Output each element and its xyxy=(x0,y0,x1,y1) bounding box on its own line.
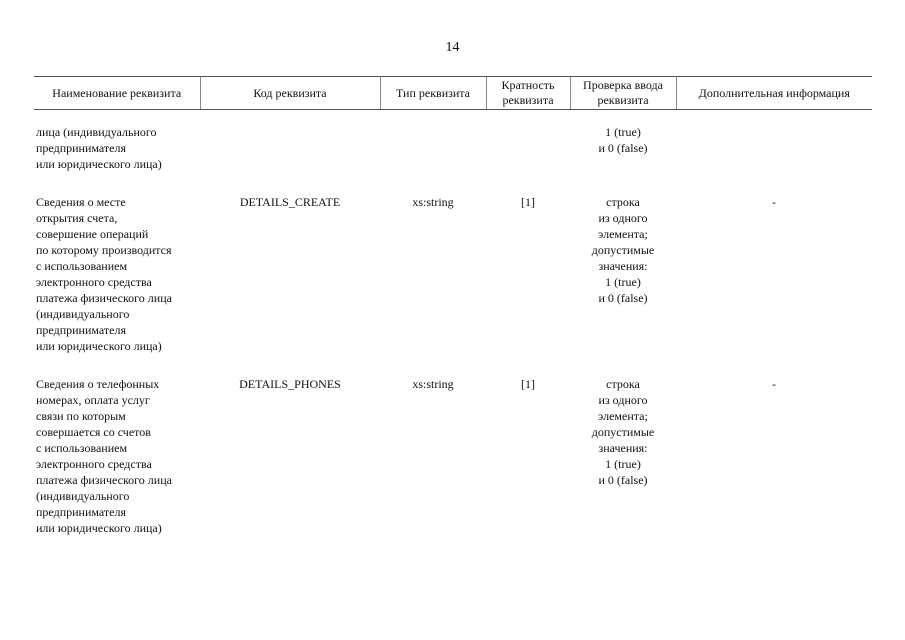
header-input-check: Проверка ввода реквизита xyxy=(570,77,676,110)
check-line: значения: xyxy=(598,259,648,273)
check-line: значения: xyxy=(598,441,648,455)
check-line: 1 (true) xyxy=(605,125,641,139)
name-line: (индивидуального xyxy=(36,489,130,503)
cell-name xyxy=(34,110,200,173)
name-line: связи по которым xyxy=(36,409,126,423)
check-line: 1 (true) xyxy=(605,275,641,289)
table-row xyxy=(34,172,872,354)
table-header-row xyxy=(34,77,872,110)
name-line: лица (индивидуального xyxy=(36,125,157,139)
cell-multiplicity xyxy=(486,110,570,173)
check-line: элемента; xyxy=(598,409,648,423)
name-line: предпринимателя xyxy=(36,323,126,337)
check-line: 1 (true) xyxy=(605,457,641,471)
name-line: Сведения о месте xyxy=(36,195,126,209)
name-line: предпринимателя xyxy=(36,505,126,519)
check-line: строка xyxy=(606,195,640,209)
check-line: и 0 (false) xyxy=(598,141,648,155)
check-line: и 0 (false) xyxy=(598,291,648,305)
cell-type xyxy=(380,110,486,173)
name-line: (индивидуального xyxy=(36,307,130,321)
check-line: допустимые xyxy=(591,425,655,439)
cell-type: xs:string xyxy=(412,195,454,209)
cell-code: DETAILS_CREATE xyxy=(239,195,341,209)
cell-multiplicity: [1] xyxy=(521,195,535,209)
name-line: совершается со счетов xyxy=(36,425,151,439)
header-type: Тип реквизита xyxy=(380,77,486,110)
name-line: номерах, оплата услуг xyxy=(36,393,150,407)
header-multiplicity: Кратность реквизита xyxy=(486,77,570,110)
cell-additional-info: - xyxy=(772,195,776,209)
table-row xyxy=(34,354,872,536)
name-line: предпринимателя xyxy=(36,141,126,155)
cell-name xyxy=(34,354,200,536)
cell-input-check xyxy=(570,354,676,536)
check-line: строка xyxy=(606,377,640,391)
check-line: из одного xyxy=(598,393,648,407)
requisites-table xyxy=(34,76,872,536)
name-line: по которому производится xyxy=(36,243,172,257)
check-line: и 0 (false) xyxy=(598,473,648,487)
header-code: Код реквизита xyxy=(200,77,380,110)
name-line: с использованием xyxy=(36,441,128,455)
name-line: открытия счета, xyxy=(36,211,118,225)
table-row xyxy=(34,110,872,173)
name-line: совершение операций xyxy=(36,227,149,241)
name-line: с использованием xyxy=(36,259,128,273)
name-line: электронного средства xyxy=(36,457,152,471)
name-line: Сведения о телефонных xyxy=(36,377,160,391)
name-line: электронного средства xyxy=(36,275,152,289)
page-number: 14 xyxy=(445,40,460,55)
header-additional-info: Дополнительная информация xyxy=(676,77,872,110)
cell-multiplicity: [1] xyxy=(521,377,535,391)
cell-code: DETAILS_PHONES xyxy=(239,377,341,391)
name-line: или юридического лица) xyxy=(36,339,162,353)
check-line: из одного xyxy=(598,211,648,225)
cell-name xyxy=(34,172,200,354)
name-line: или юридического лица) xyxy=(36,521,162,535)
cell-input-check xyxy=(570,110,676,173)
check-line: элемента; xyxy=(598,227,648,241)
cell-input-check xyxy=(570,172,676,354)
cell-additional-info: - xyxy=(772,377,776,391)
check-line: допустимые xyxy=(591,243,655,257)
header-name: Наименование реквизита xyxy=(34,77,200,110)
name-line: или юридического лица) xyxy=(36,157,162,171)
cell-additional-info xyxy=(676,110,872,173)
cell-code xyxy=(200,110,380,173)
name-line: платежа физического лица xyxy=(36,291,172,305)
cell-type: xs:string xyxy=(412,377,454,391)
name-line: платежа физического лица xyxy=(36,473,172,487)
